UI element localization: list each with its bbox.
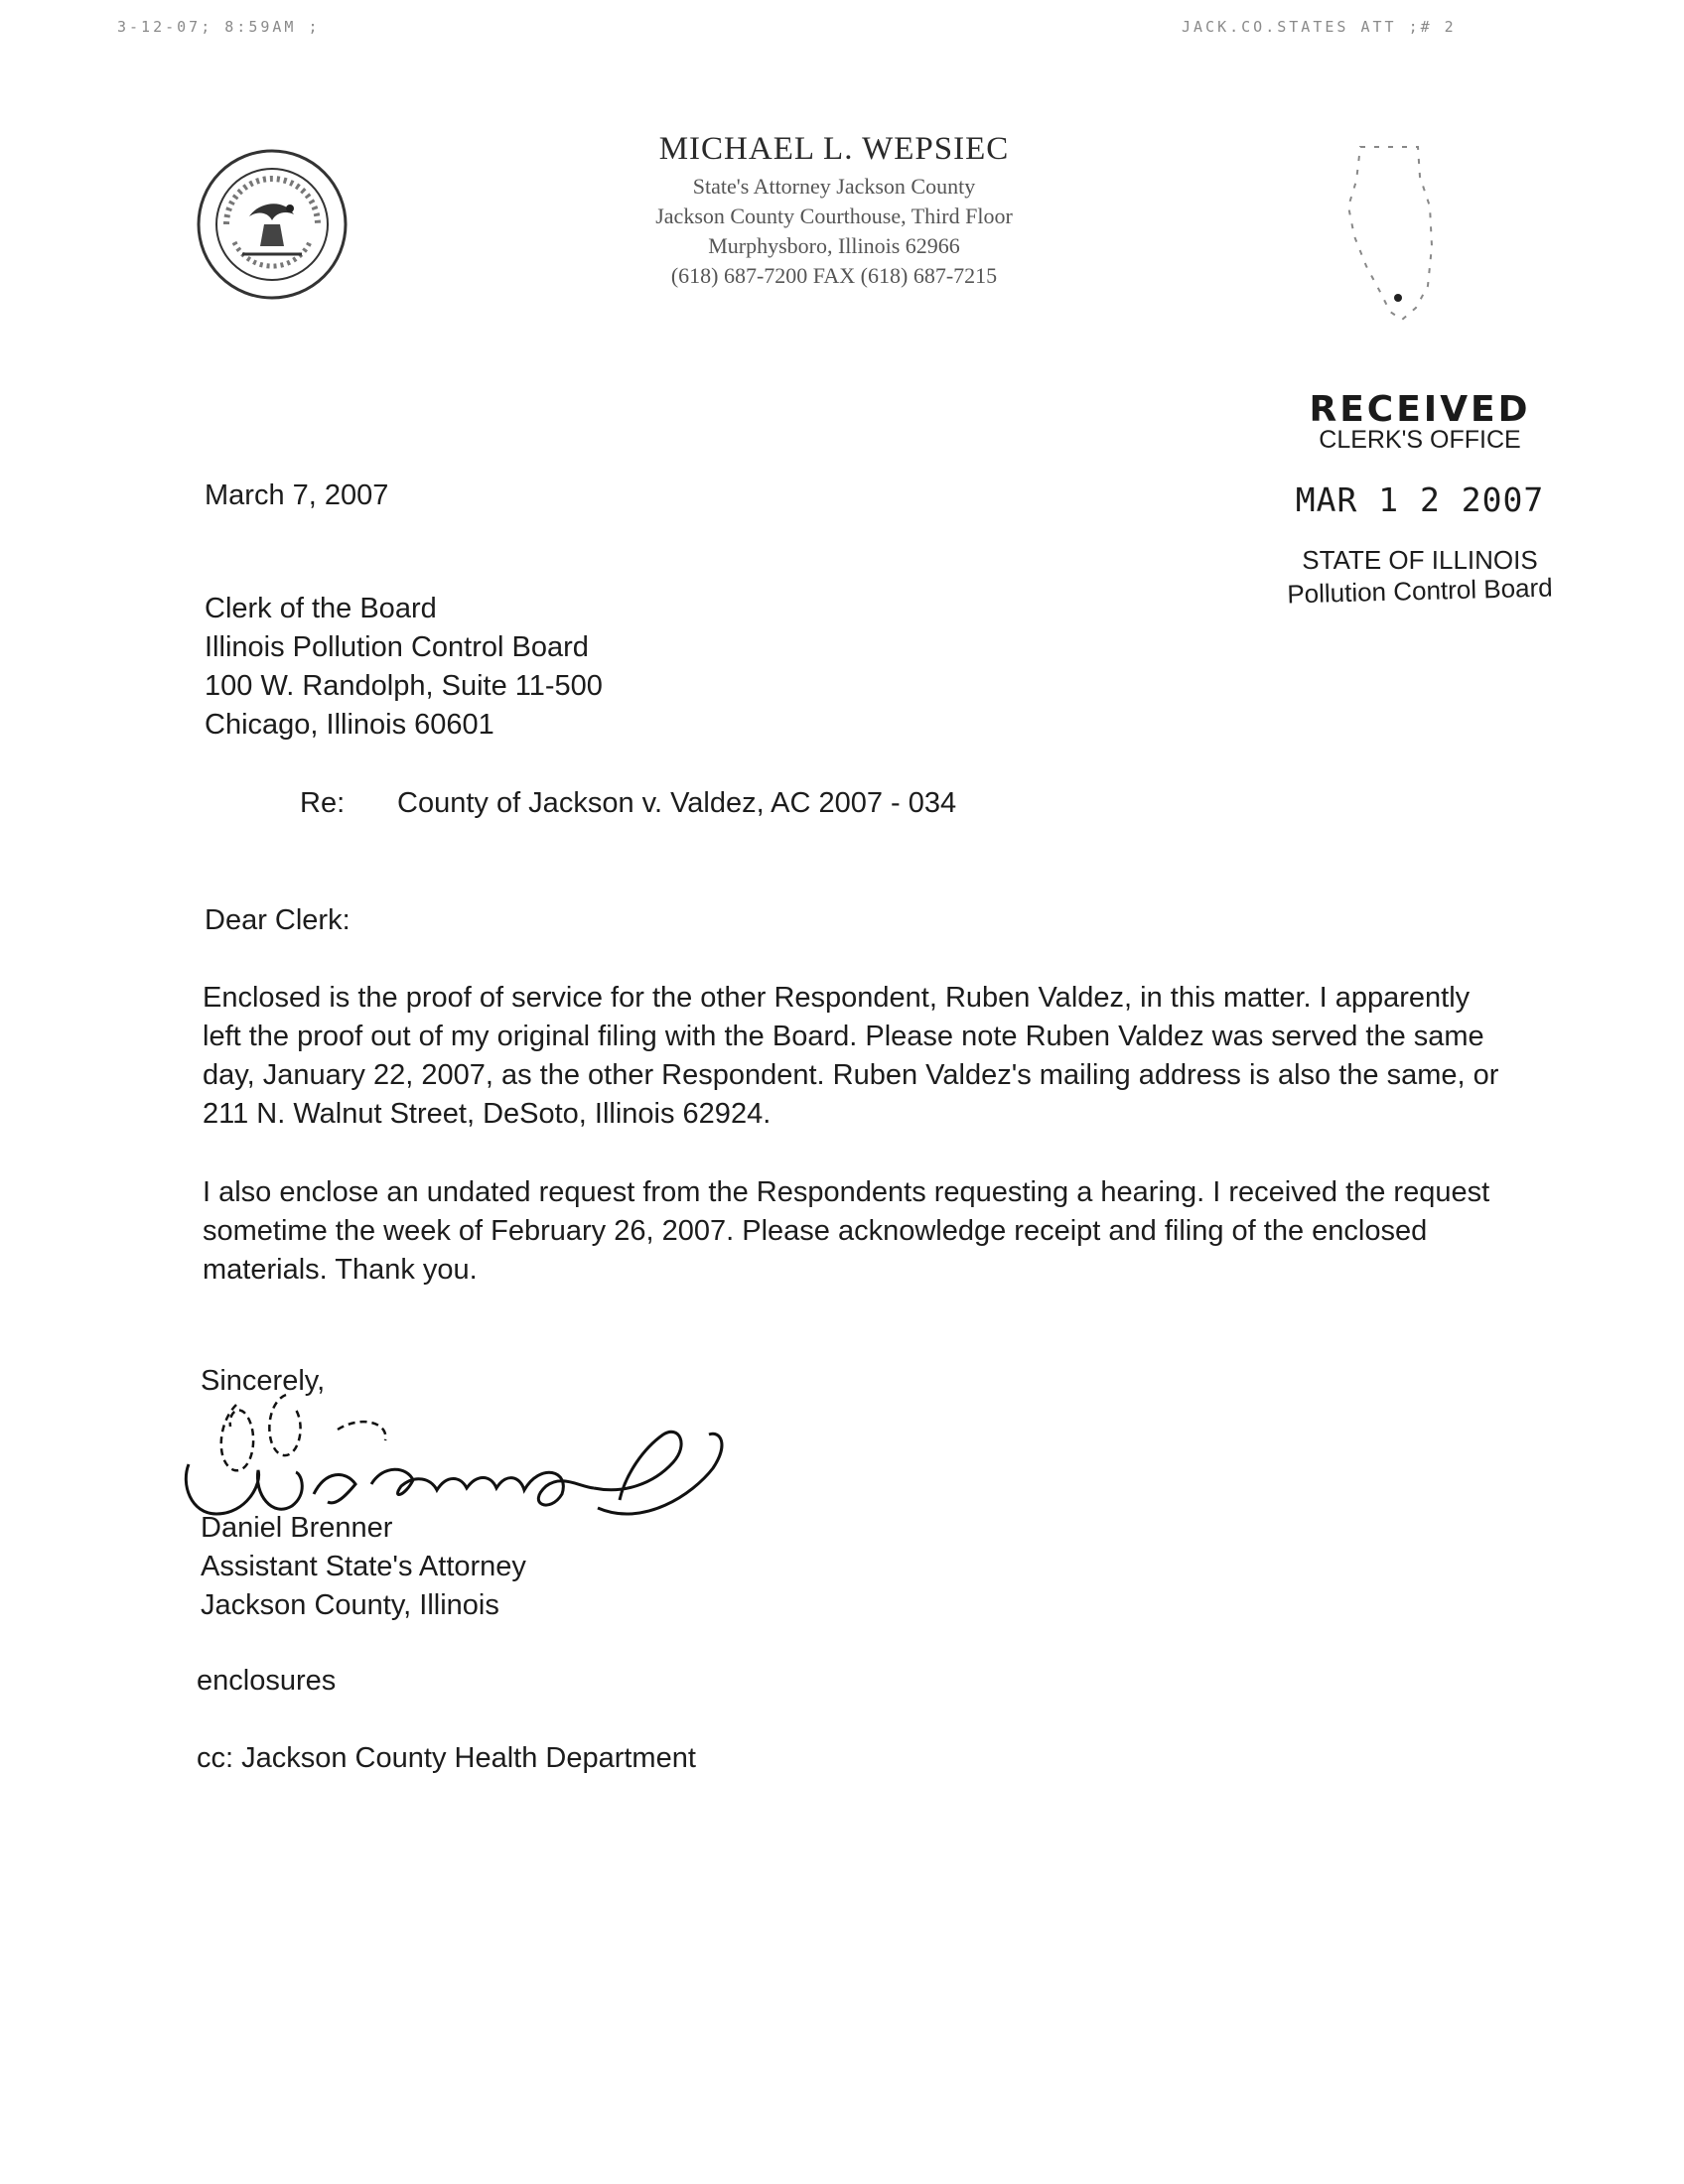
state-seal-icon (195, 147, 350, 302)
stamp-date: MAR 1 2 2007 (1295, 480, 1545, 519)
fax-header-left: 3-12-07; 8:59AM ; (117, 18, 321, 36)
signer-title: Assistant State's Attorney (201, 1551, 526, 1582)
body-paragraph: I also enclose an undated request from the Respondents requesting a hearing. I received the request sometime the week of February 26, 2007. Please acknowledge receipt and filing of the enclosed materials. Thank you. (203, 1176, 1490, 1286)
salutation: Dear Clerk: (205, 904, 351, 936)
stamp-board: Pollution Control Board (1286, 572, 1554, 610)
body-paragraph: Enclosed is the proof of service for the other Respondent, Ruben Valdez, in this matter. I apparently left the proof out of my original filing with the Board. Please note Ruben Valdez was served the same day, January 22, 2007, as the other Respondent. Ruben Valdez's mailing address is also the same, or 211 N. Walnut Street, DeSoto, Illinois 62924. (203, 982, 1499, 1130)
letterhead-address: Jackson County Courthouse, Third Floor (655, 204, 1013, 228)
recipient-line: Illinois Pollution Control Board (205, 631, 589, 663)
re-label: Re: (300, 787, 346, 819)
recipient-address (205, 590, 603, 745)
received-stamp (1251, 389, 1589, 610)
letterhead-city: Murphysboro, Illinois 62966 (708, 233, 960, 258)
letterhead (556, 131, 1112, 291)
signer-name: Daniel Brenner (201, 1512, 393, 1544)
letterhead-phone: (618) 687-7200 FAX (618) 687-7215 (670, 263, 998, 288)
illinois-map-icon (1340, 137, 1450, 326)
stamp-received: RECEIVED (1309, 389, 1531, 430)
letter-date: March 7, 2007 (205, 479, 389, 511)
stamp-state: STATE OF ILLINOIS (1302, 545, 1538, 575)
stamp-office: CLERK'S OFFICE (1319, 426, 1521, 454)
fax-header-right: JACK.CO.STATES ATT ;# 2 (1182, 18, 1457, 36)
recipient-line: Chicago, Illinois 60601 (205, 709, 494, 741)
enclosures-note: enclosures (197, 1665, 337, 1697)
letterhead-title: State's Attorney Jackson County (692, 174, 976, 199)
recipient-line: 100 W. Randolph, Suite 11-500 (205, 670, 603, 702)
cc-line: cc: Jackson County Health Department (197, 1742, 696, 1774)
re-subject: County of Jackson v. Valdez, AC 2007 - 034 (397, 787, 957, 819)
recipient-line: Clerk of the Board (205, 593, 437, 624)
closing: Sincerely, (201, 1365, 326, 1397)
signature-block (201, 1509, 526, 1625)
signer-org: Jackson County, Illinois (201, 1589, 499, 1621)
letterhead-name: MICHAEL L. WEPSIEC (658, 131, 1010, 167)
